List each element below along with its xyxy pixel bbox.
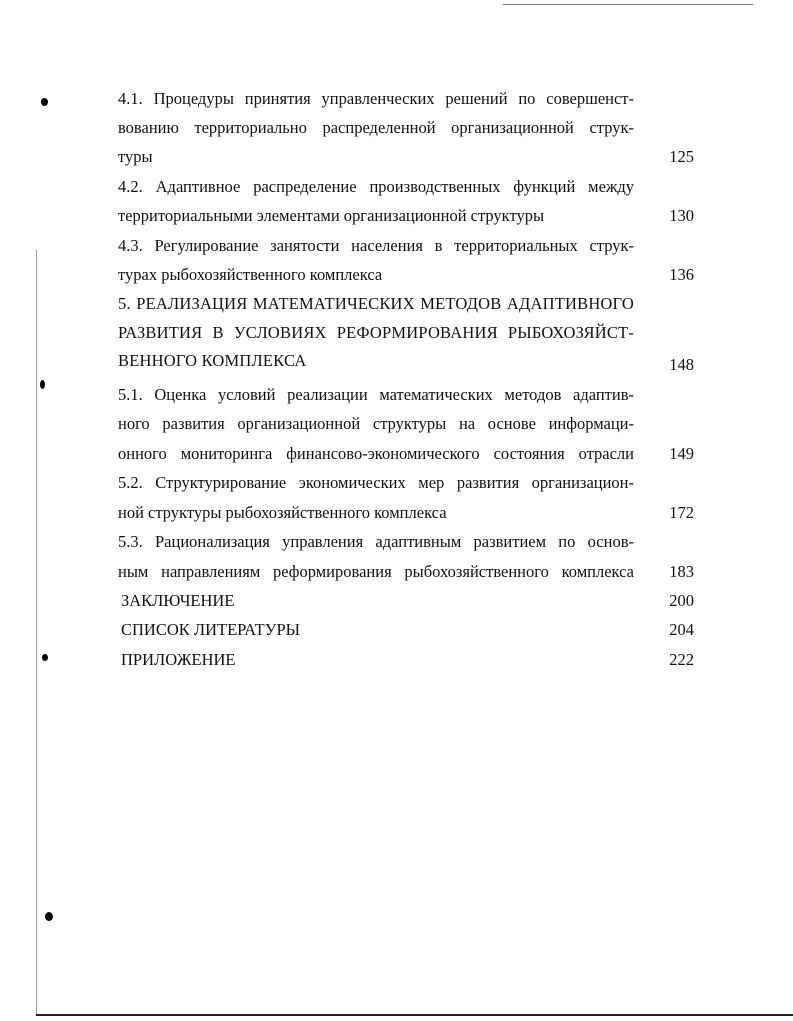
toc-page-5-3: 183	[669, 562, 694, 581]
toc-appendix: ПРИЛОЖЕНИЕ	[121, 650, 236, 669]
toc-entry-5-1-line-2: ного развития организационной структуры на основе информаци-	[118, 414, 634, 433]
toc-entry-5-2-line-2: ной структуры рыбохозяйственного комплекса	[118, 503, 447, 522]
toc-chapter-5-line-3: ВЕННОГО КОМПЛЕКСА	[118, 351, 307, 370]
toc-entry-4-2-line-2: территориальными элементами организационной структуры	[118, 206, 545, 225]
toc-entry-4-3-line-1: 4.3. Регулирование занятости населения в территориальных струк-	[118, 236, 634, 255]
toc-entry-5-1-line-1: 5.1. Оценка условий реализации математических методов адаптив-	[118, 385, 634, 404]
toc-page-4-2: 130	[669, 206, 694, 225]
toc-page-5: 148	[669, 355, 694, 374]
toc-entry-4-2-line-1: 4.2. Адаптивное распределение производственных функций между	[118, 177, 634, 196]
punch-hole-mark	[42, 654, 48, 661]
toc-page-5-2: 172	[669, 503, 694, 522]
toc-entry-5-3-line-2: ным направлениям реформирования рыбохозяйственного комплекса	[118, 562, 634, 581]
toc-page-4-3: 136	[669, 265, 694, 284]
toc-entry-4-3-line-2: турах рыбохозяйственного комплекса	[118, 265, 383, 284]
toc-entry-4-1-line-1: 4.1. Процедуры принятия управленческих решений по совершенст-	[118, 89, 634, 108]
scan-bottom-rule	[36, 1014, 793, 1016]
toc-page-5-1: 149	[669, 444, 694, 463]
punch-hole-mark	[41, 98, 48, 106]
toc-chapter-5-line-2: РАЗВИТИЯ В УСЛОВИЯХ РЕФОРМИРОВАНИЯ РЫБОХОЗЯЙСТ-	[118, 323, 634, 342]
toc-conclusion: ЗАКЛЮЧЕНИЕ	[121, 591, 235, 610]
scan-top-rule	[503, 4, 753, 5]
toc-page-conclusion: 200	[669, 591, 694, 610]
scan-left-edge	[36, 250, 37, 1015]
toc-entry-4-1-line-3: туры	[118, 147, 153, 166]
toc-entry-5-1-line-3: онного мониторинга финансово-экономического состояния отрасли	[118, 444, 634, 463]
toc-page-appendix: 222	[669, 650, 694, 669]
toc-bibliography: СПИСОК ЛИТЕРАТУРЫ	[121, 620, 301, 639]
punch-hole-mark	[45, 912, 53, 921]
toc-page-4-1: 125	[669, 147, 694, 166]
toc-entry-5-2-line-1: 5.2. Структурирование экономических мер развития организацион-	[118, 473, 634, 492]
punch-hole-mark	[40, 380, 45, 389]
toc-page-bibliography: 204	[669, 620, 694, 639]
toc-chapter-5-line-1: 5. РЕАЛИЗАЦИЯ МАТЕМАТИЧЕСКИХ МЕТОДОВ АДАПТИВНОГО	[118, 294, 634, 313]
toc-entry-5-3-line-1: 5.3. Рационализация управления адаптивным развитием по основ-	[118, 532, 634, 551]
toc-entry-4-1-line-2: вованию территориально распределенной организационной струк-	[118, 118, 634, 137]
